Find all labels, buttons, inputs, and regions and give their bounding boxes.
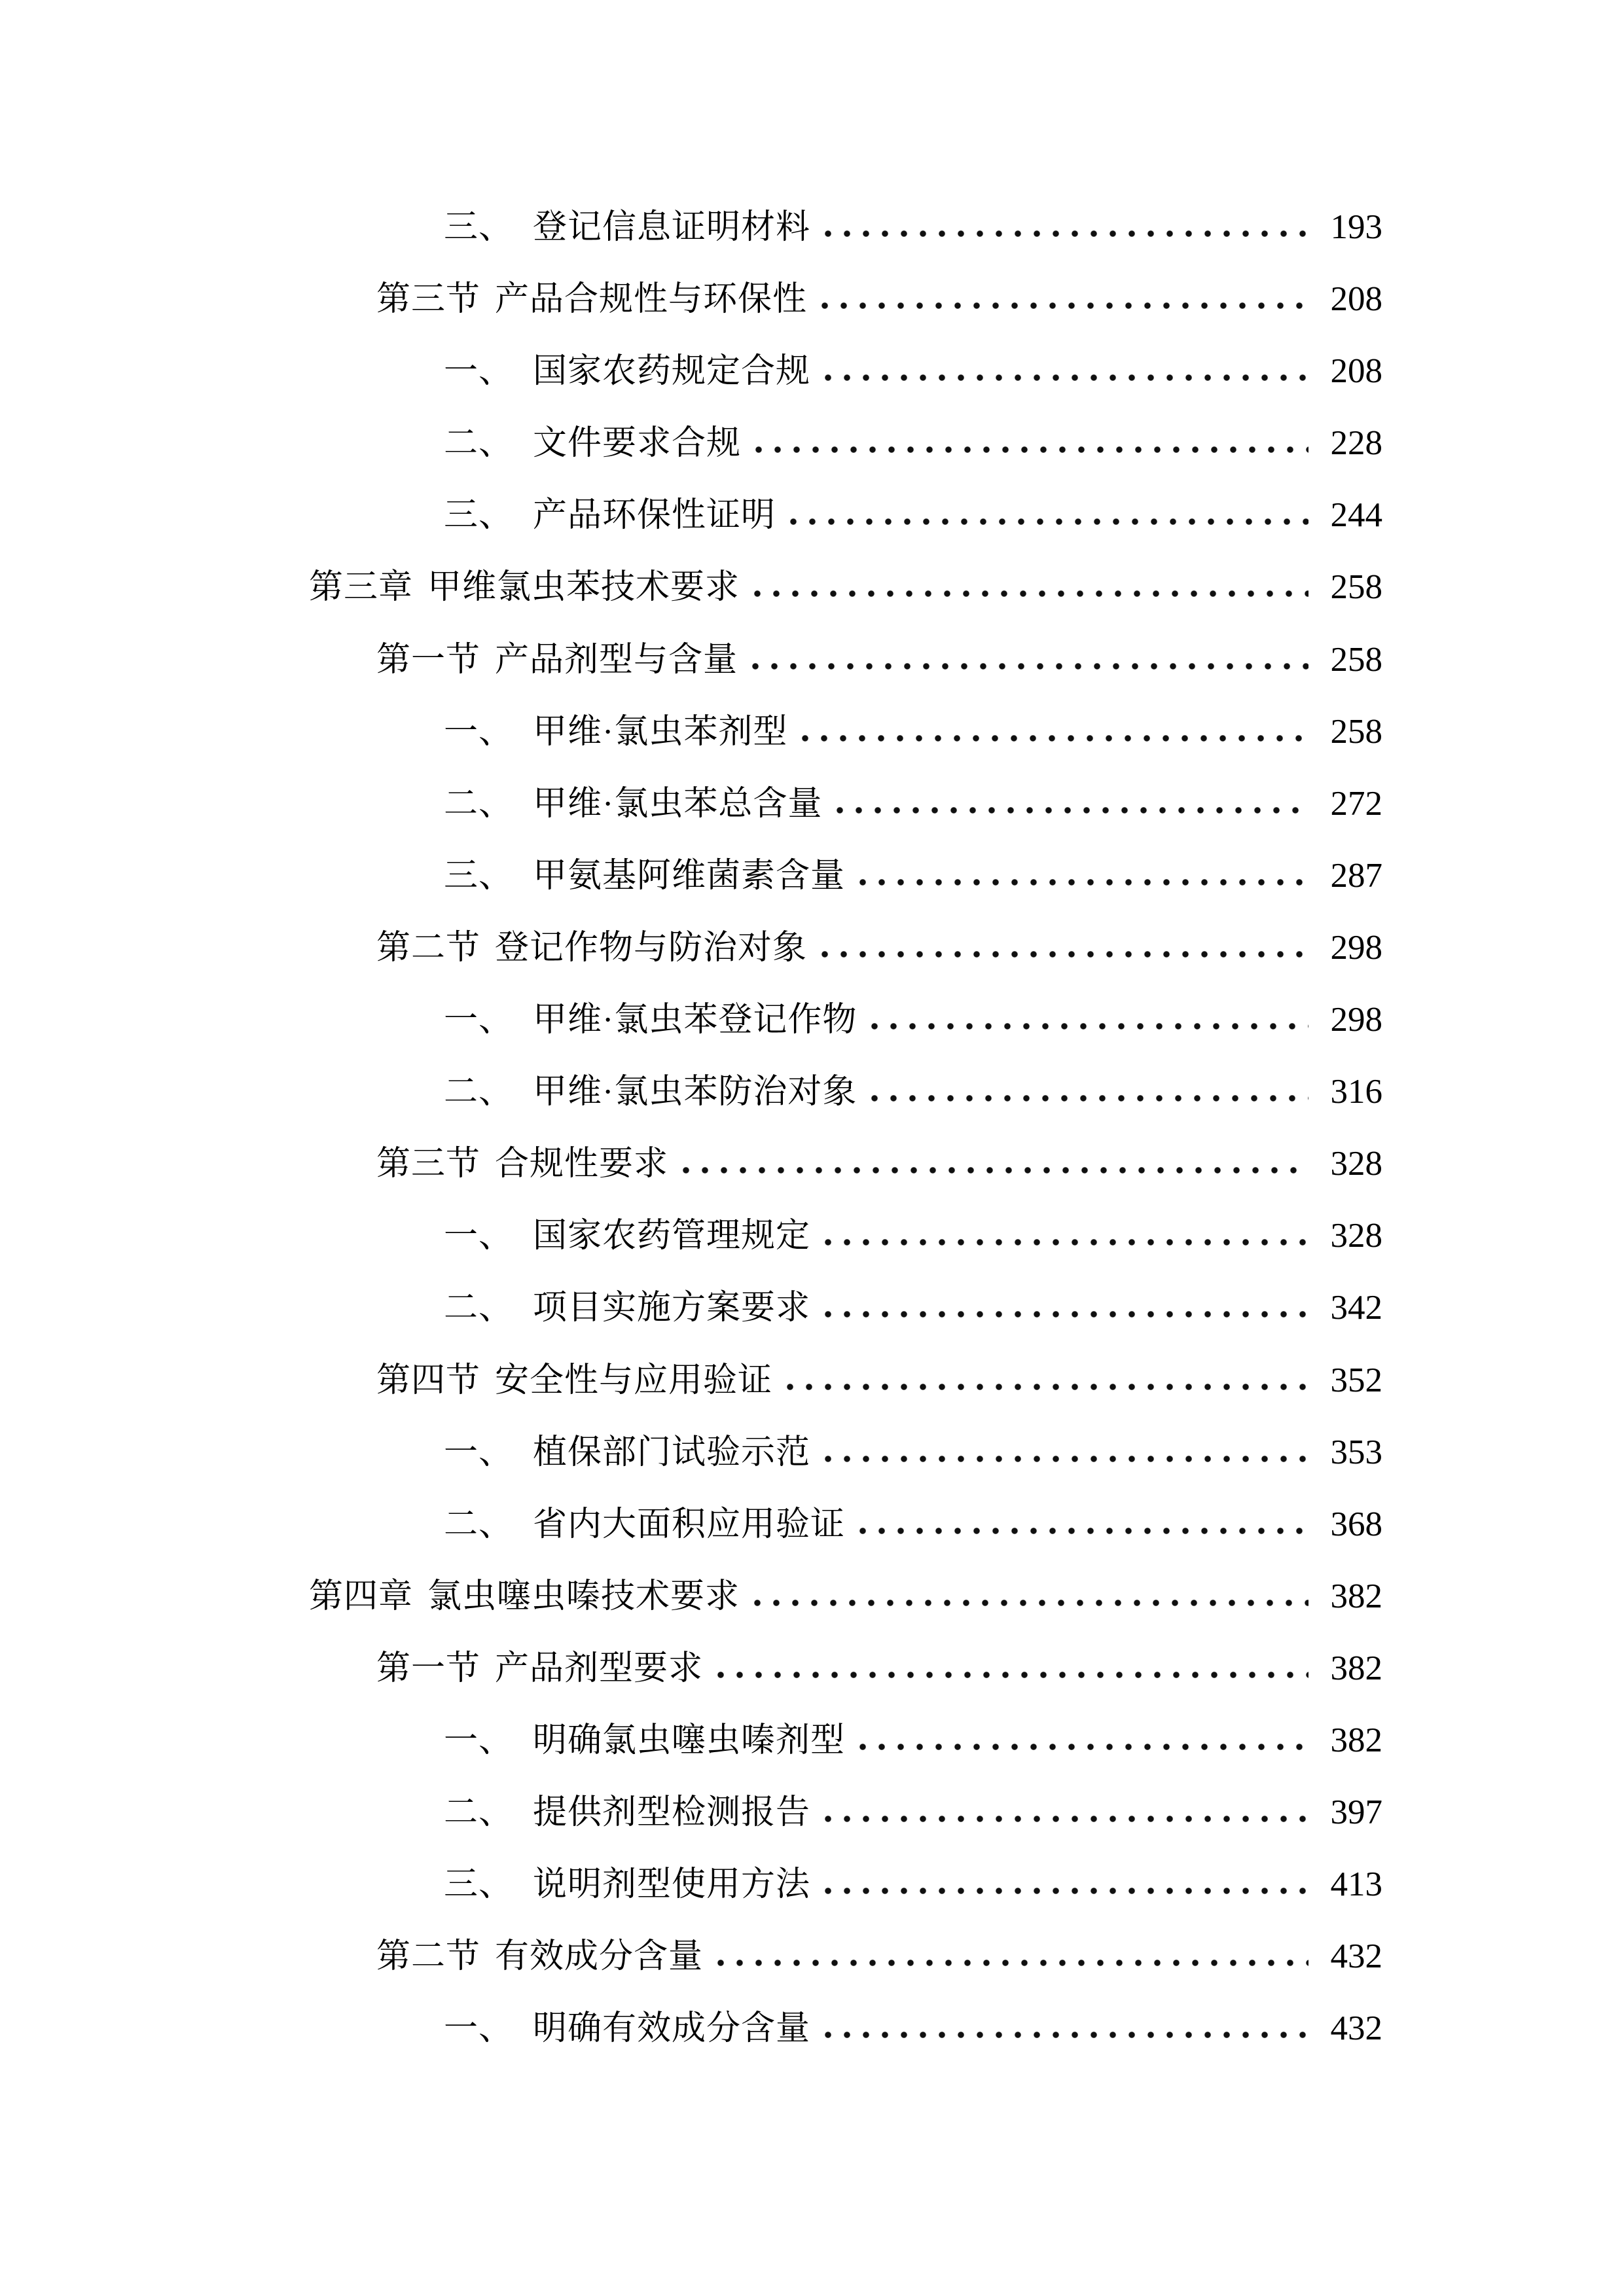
toc-entry-title: 甲维·氯虫苯防治对象 [533,1073,857,1111]
toc-entry-number: 二、 [444,425,514,463]
toc-entry-title: 文件要求合规 [533,425,742,463]
toc-entry-title: 项目实施方案要求 [533,1289,811,1327]
toc-entry-page-number: 272 [1330,784,1382,823]
toc-entry-title: 安全性与应用验证 [495,1361,773,1399]
toc-entry-page-number: 298 [1330,1001,1382,1039]
toc-entry-number: 二、 [444,1505,514,1543]
toc-entry-number: 三、 [444,857,514,895]
toc-entry [0,1056,1382,1128]
dot-leader [821,1238,1308,1247]
toc-entry-title: 甲维·氯虫苯登记作物 [533,1001,857,1039]
toc-entry-page-number: 258 [1330,712,1382,751]
toc-entry [0,263,1382,335]
toc-entry-number: 第四章 [309,1577,414,1615]
toc-entry [0,1632,1382,1704]
toc-entry [0,1776,1382,1848]
toc-entry-number: 三、 [444,1866,514,1904]
dot-leader [679,1166,1308,1175]
toc-entry-title: 氯虫噻虫嗪技术要求 [427,1577,740,1615]
toc-entry-page-number: 298 [1330,928,1382,967]
toc-entry-page-number: 432 [1330,1937,1382,1976]
toc-entry-page-number: 193 [1330,208,1382,246]
toc-entry [0,1272,1382,1344]
toc-entry-page-number: 287 [1330,856,1382,895]
toc-entry-title: 明确有效成分含量 [533,2010,811,2048]
toc-entry [0,479,1382,551]
toc-entry-page-number: 382 [1330,1721,1382,1759]
toc-entry-number: 第三节 [376,281,481,319]
toc-entry-number: 一、 [444,1721,514,1759]
toc-entry [0,1344,1382,1416]
dot-leader [821,1886,1308,1895]
table-of-contents [0,191,1382,2064]
dot-leader [783,1382,1308,1391]
toc-entry-title: 国家农药管理规定 [533,1217,811,1255]
toc-entry-page-number: 353 [1330,1433,1382,1471]
toc-entry-page-number: 328 [1330,1217,1382,1255]
toc-entry-number: 第一节 [376,641,481,679]
toc-entry-number: 第三章 [309,569,414,607]
toc-entry [0,912,1382,984]
toc-entry [0,191,1382,263]
toc-entry-title: 提供剂型检测报告 [533,1794,811,1832]
toc-entry-page-number: 316 [1330,1073,1382,1111]
toc-entry [0,768,1382,840]
dot-leader [750,1598,1308,1607]
toc-entry-page-number: 397 [1330,1793,1382,1832]
toc-entry-number: 一、 [444,1001,514,1039]
toc-entry-number: 第二节 [376,1938,481,1976]
dot-leader [867,1094,1308,1103]
dot-leader [821,373,1308,382]
toc-entry-title: 产品剂型要求 [495,1649,704,1687]
toc-entry-number: 一、 [444,2010,514,2048]
toc-entry [0,1416,1382,1488]
toc-entry-title: 登记作物与防治对象 [495,929,808,967]
dot-leader [821,1814,1308,1823]
toc-entry-title: 明确氯虫噻虫嗪剂型 [533,1721,846,1759]
toc-entry-page-number: 228 [1330,424,1382,463]
toc-entry [0,1488,1382,1560]
toc-entry-number: 一、 [444,353,514,391]
toc-entry-number: 第一节 [376,1649,481,1687]
toc-entry [0,624,1382,696]
toc-entry [0,1848,1382,1920]
dot-leader [856,1742,1308,1751]
dot-leader [713,1958,1308,1967]
toc-entry [0,840,1382,912]
dot-leader [818,950,1308,959]
toc-entry-title: 产品合规性与环保性 [495,281,808,319]
dot-leader [821,2030,1308,2039]
toc-entry-number: 一、 [444,1433,514,1471]
toc-entry-number: 二、 [444,1794,514,1832]
toc-entry [0,984,1382,1056]
dot-leader [821,1310,1308,1319]
toc-entry-page-number: 258 [1330,568,1382,607]
toc-entry-number: 二、 [444,1073,514,1111]
toc-entry-title: 甲维氯虫苯技术要求 [427,569,740,607]
dot-leader [818,301,1308,310]
toc-entry-title: 登记信息证明材料 [533,209,811,246]
toc-entry-page-number: 208 [1330,280,1382,319]
dot-leader [748,662,1308,671]
toc-entry-page-number: 258 [1330,640,1382,679]
toc-entry-number: 一、 [444,713,514,751]
toc-entry-title: 甲维·氯虫苯剂型 [533,713,788,751]
toc-entry-title: 有效成分含量 [495,1938,704,1976]
dot-leader [751,445,1308,454]
toc-entry-page-number: 328 [1330,1145,1382,1183]
toc-entry-title: 省内大面积应用验证 [533,1505,846,1543]
toc-entry-page-number: 382 [1330,1577,1382,1615]
toc-entry-number: 第三节 [376,1145,481,1183]
toc-entry-title: 国家农药规定合规 [533,353,811,391]
dot-leader [821,1454,1308,1463]
toc-entry-number: 二、 [444,1289,514,1327]
toc-entry [0,1128,1382,1200]
toc-entry-number: 第二节 [376,929,481,967]
toc-entry-number: 二、 [444,785,514,823]
dot-leader [786,517,1308,526]
toc-entry [0,407,1382,479]
dot-leader [867,1022,1308,1031]
toc-entry-title: 甲维·氯虫苯总含量 [533,785,823,823]
toc-entry-page-number: 368 [1330,1505,1382,1543]
dot-leader [821,229,1308,238]
toc-entry-page-number: 342 [1330,1289,1382,1327]
toc-entry-title: 产品剂型与含量 [495,641,738,679]
dot-leader [750,589,1308,598]
dot-leader [713,1670,1308,1679]
toc-entry [0,1920,1382,1992]
toc-entry-title: 植保部门试验示范 [533,1433,811,1471]
toc-entry-number: 三、 [444,209,514,246]
dot-leader [798,734,1308,743]
dot-leader [856,1526,1308,1535]
toc-entry-title: 产品环保性证明 [533,497,776,535]
toc-entry [0,1200,1382,1272]
toc-entry-number: 第四节 [376,1361,481,1399]
toc-entry-page-number: 352 [1330,1361,1382,1399]
toc-entry [0,551,1382,623]
toc-entry-page-number: 244 [1330,496,1382,535]
toc-entry [0,696,1382,768]
toc-entry-page-number: 382 [1330,1649,1382,1687]
toc-entry-title: 说明剂型使用方法 [533,1866,811,1904]
dot-leader [856,878,1308,887]
toc-entry-number: 一、 [444,1217,514,1255]
toc-entry-page-number: 432 [1330,2009,1382,2048]
toc-entry [0,1992,1382,2064]
toc-entry-number: 三、 [444,497,514,535]
toc-entry-title: 甲氨基阿维菌素含量 [533,857,846,895]
toc-entry [0,1704,1382,1776]
toc-entry [0,335,1382,407]
toc-entry-page-number: 208 [1330,352,1382,391]
dot-leader [833,806,1308,815]
toc-entry-title: 合规性要求 [495,1145,669,1183]
toc-entry [0,1560,1382,1632]
toc-entry-page-number: 413 [1330,1865,1382,1904]
